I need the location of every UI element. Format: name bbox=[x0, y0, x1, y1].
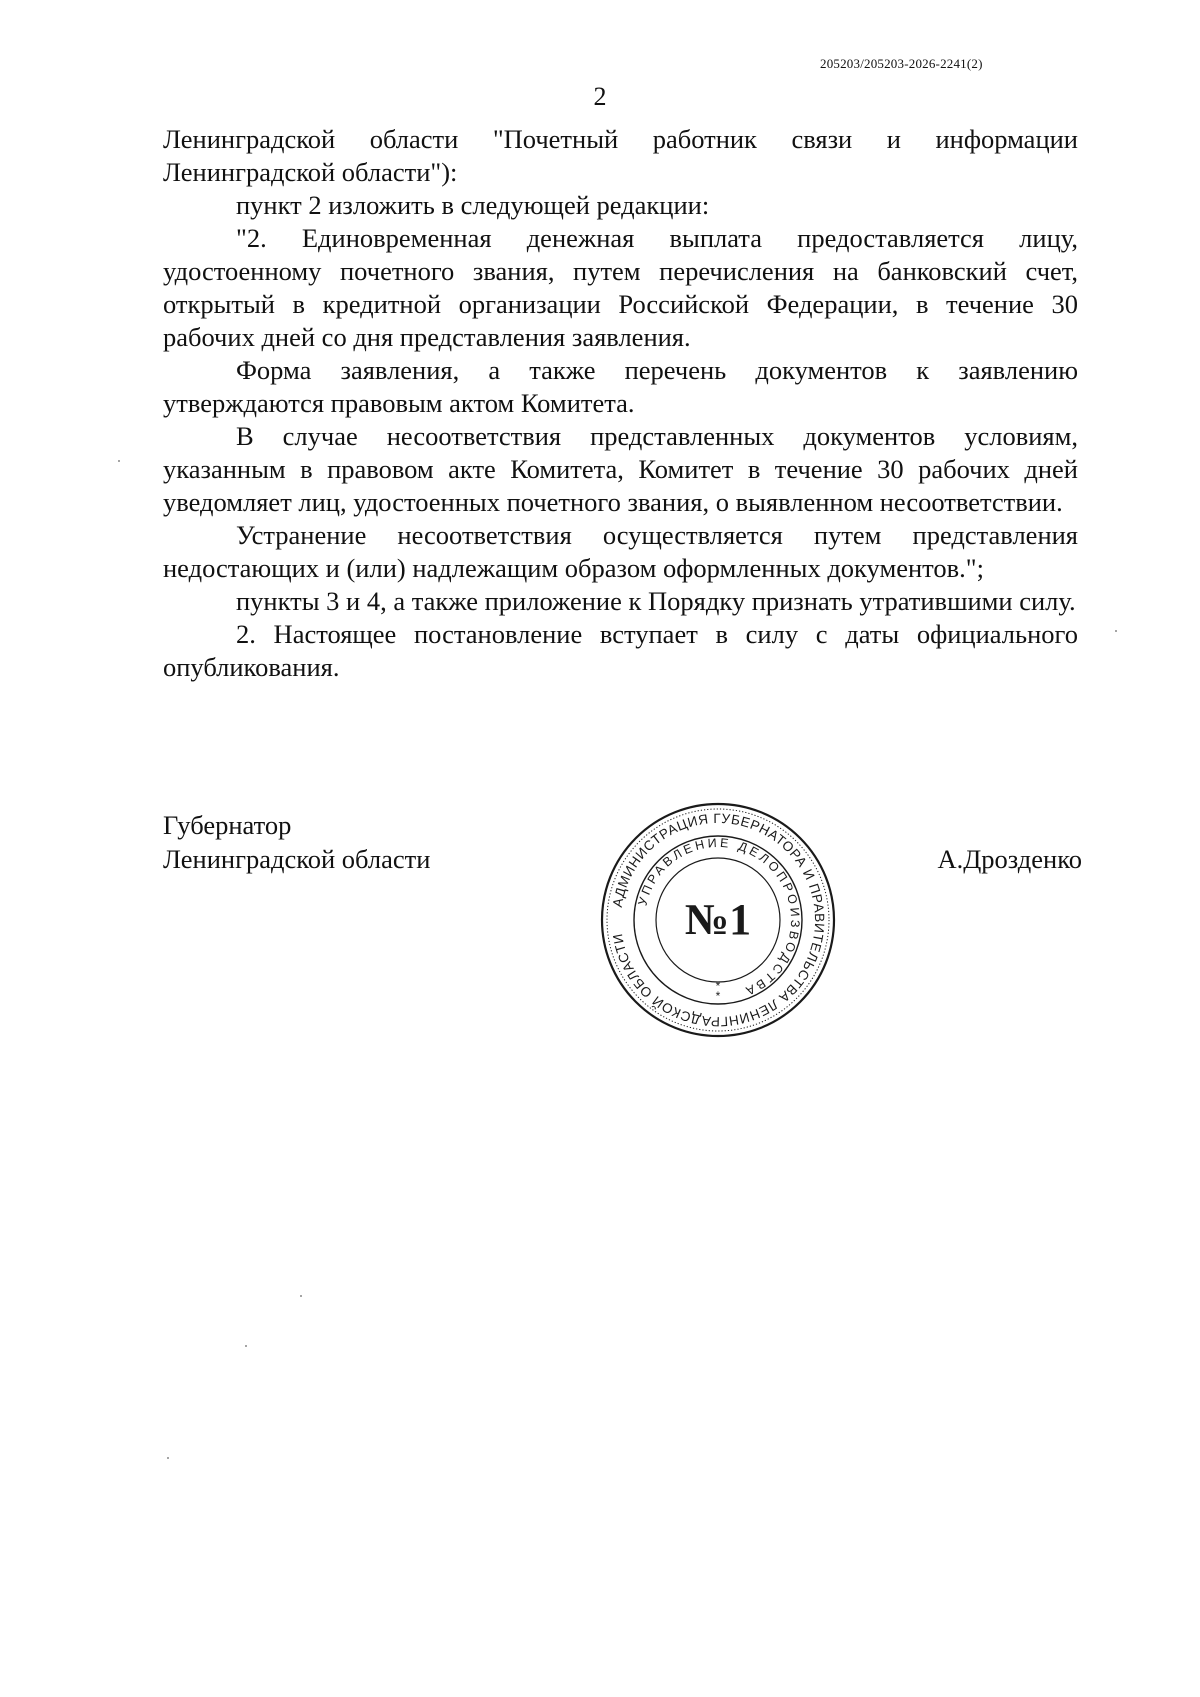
paragraph: "2. Единовременная денежная выплата предоставляется лицу, удостоенному почетного звания, путем перечисления на банковский счет, открытый в кредитной организации Российской Федерации, в течение 30 рабочих дней со дня представления заявления. bbox=[163, 223, 1078, 352]
official-seal bbox=[598, 800, 838, 1040]
scan-speck bbox=[167, 1457, 169, 1459]
paragraph: Форма заявления, а также перечень документов к заявлению утверждаются правовым актом Комитета. bbox=[163, 355, 1078, 418]
seal-number: №1 bbox=[684, 895, 752, 944]
paragraph: В случае несоответствия представленных документов условиям, указанным в правовом акте Комитета, Комитет в течение 30 рабочих дней уведомляет лиц, удостоенных почетного звания, о выявленном несоответствии. bbox=[163, 421, 1078, 517]
document-number: 205203/205203-2026-2241(2) bbox=[820, 56, 983, 71]
seal-star: * bbox=[715, 989, 721, 1003]
signer-position bbox=[163, 808, 430, 876]
scan-speck bbox=[1115, 630, 1117, 632]
paragraph: Ленинградской области "Почетный работник связи и информации Ленинградской области"): bbox=[163, 124, 1078, 187]
paragraph: 2. Настоящее постановление вступает в силу с даты официального опубликования. bbox=[163, 619, 1078, 682]
seal-inner-text: УПРАВЛЕНИЕ ДЕЛОПРОИЗВОДСТВА bbox=[635, 835, 803, 1000]
seal-outer-text: АДМИНИСТРАЦИЯ ГУБЕРНАТОРА И ПРАВИТЕЛЬСТВА ЛЕНИНГРАДСКОЙ ОБЛАСТИ bbox=[609, 810, 828, 1030]
document-body bbox=[163, 123, 1078, 684]
signer-region: Ленинградской области bbox=[163, 844, 431, 874]
signer-name: А.Дрозденко bbox=[937, 844, 1082, 874]
paragraph: Устранение несоответствия осуществляется путем представления недостающих и (или) надлежащим образом оформленных документов."; bbox=[163, 520, 1078, 583]
paragraph: пункт 2 изложить в следующей редакции: bbox=[236, 190, 710, 220]
paragraph: пункты 3 и 4, а также приложение к Порядку признать утратившими силу. bbox=[236, 586, 1076, 616]
signer-title: Губернатор bbox=[163, 810, 292, 840]
page-number: 2 bbox=[593, 82, 607, 111]
scan-speck bbox=[245, 1345, 247, 1347]
seal-star: * bbox=[715, 979, 721, 993]
scan-speck bbox=[118, 460, 120, 462]
scan-speck bbox=[300, 1295, 302, 1297]
